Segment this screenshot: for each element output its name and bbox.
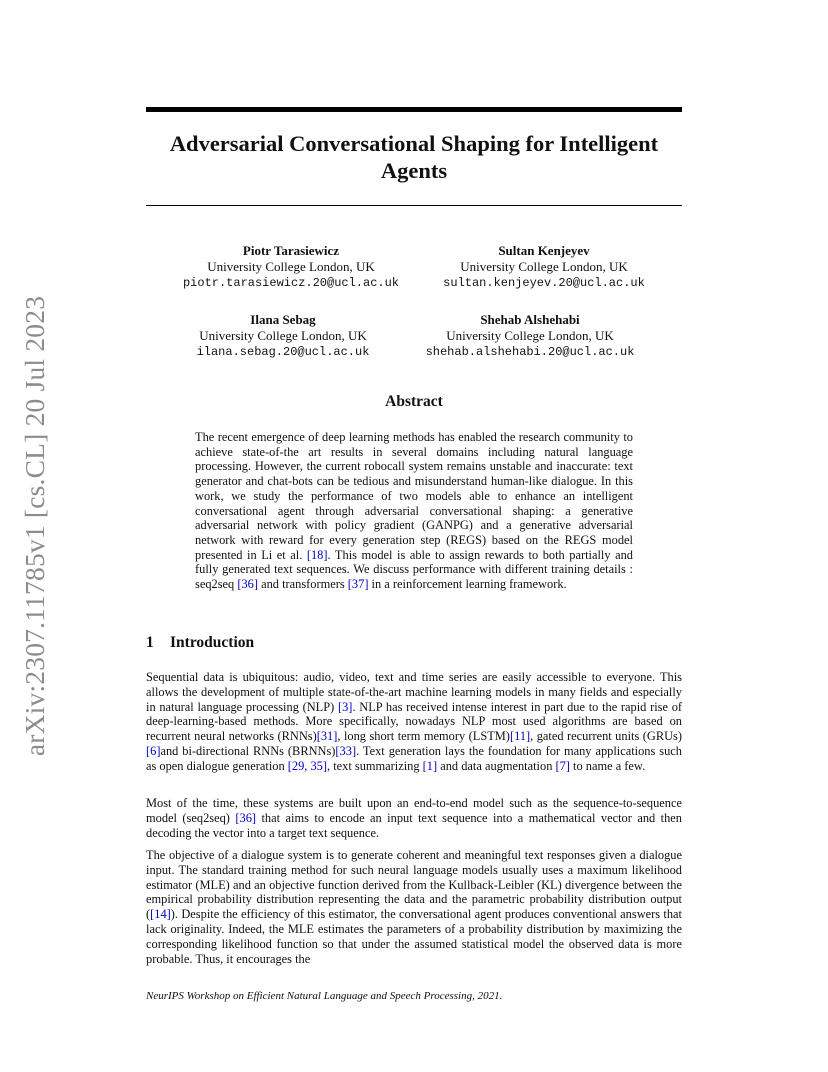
citation-link[interactable]: [18] <box>306 547 328 562</box>
author-email: ilana.sebag.20@ucl.ac.uk <box>196 345 370 359</box>
arxiv-identifier: arXiv:2307.11785v1 [cs.CL] 20 Jul 2023 <box>19 295 51 757</box>
title-bottom-rule <box>146 205 682 206</box>
author-affiliation: University College London, UK <box>199 328 367 343</box>
section-heading <box>146 634 254 652</box>
author-name: Sultan Kenjeyev <box>498 243 590 258</box>
author-block <box>419 243 669 291</box>
author-block <box>166 243 416 291</box>
author-email: piotr.tarasiewicz.20@ucl.ac.uk <box>182 276 400 290</box>
author-affiliation: University College London, UK <box>446 328 614 343</box>
citation-link[interactable]: [11] <box>509 729 531 744</box>
author-affiliation: University College London, UK <box>207 259 375 274</box>
arxiv-side-stamp <box>18 296 52 756</box>
citation-link[interactable]: [29, 35] <box>287 758 327 773</box>
author-affiliation: University College London, UK <box>460 259 628 274</box>
author-email: shehab.alshehabi.20@ucl.ac.uk <box>425 345 635 359</box>
citation-link[interactable]: [6] <box>146 743 161 758</box>
abstract-body: The recent emergence of deep learning methods has enabled the research community to achieve state-of-the art results in several domains including natural language processing. However, the current robocall system remains unstable and inaccurate: text generator and chat-bots can be tedious and misunderstand human-like dialogue. In this work, we study the performance of two models able to enhance an intelligent conversational agent through adversarial conversational shaping: a generative adversarial network with policy gradient (GANPG) and a generative adversarial network with reward for every generation step (REGS) based on the REGS model presented in Li et al. [18]. This model is able to assign rewards to both partially and fully generated text sequences. We discuss performance with different training details : seq2seq [36] and transformers [37] in a reinforcement learning framework. <box>195 430 633 592</box>
citation-link[interactable]: [36] <box>237 577 258 592</box>
citation-link[interactable]: [37] <box>347 577 369 592</box>
venue-footnote: NeurIPS Workshop on Efficient Natural Language and Speech Processing, 2021. <box>146 990 503 1002</box>
abstract-heading: Abstract <box>385 393 443 410</box>
citation-link[interactable]: [7] <box>555 758 570 773</box>
author-email: sultan.kenjeyev.20@ucl.ac.uk <box>443 276 645 290</box>
citation-link[interactable]: [33] <box>335 743 357 758</box>
author-block <box>158 312 408 360</box>
intro-paragraph-2: Most of the time, these systems are built upon an end-to-end model such as the sequence-to-sequence model (seq2seq) [36] that aims to encode an input text sequence into a mathematical vector and then decoding the vector into a target text sequence. <box>146 796 682 840</box>
title-top-rule <box>146 107 682 112</box>
citation-link[interactable]: [31] <box>316 729 338 744</box>
citation-link[interactable]: [36] <box>235 810 257 825</box>
author-name: Piotr Tarasiewicz <box>242 243 340 258</box>
author-name: Shehab Alshehabi <box>480 312 580 327</box>
section-title: Introduction <box>170 634 255 651</box>
intro-paragraph-3: The objective of a dialogue system is to generate coherent and meaningful text responses given a dialogue input. The standard training method for such neural language models usually uses a maximum likelihood estimator (MLE) and an objective function derived from the Kullback-Leibler (KL) divergence between the empirical probability distribution representing the data and the parametric probability distribution output ([14]). Despite the efficiency of this estimator, the conversational agent produces conventional answers that lack originality. Indeed, the MLE estimates the parameters of a probability distribution by maximizing the corresponding likelihood function so that under the assumed statistical model the observed data is more probable. Thus, it encourages the <box>146 848 682 966</box>
citation-link[interactable]: [1] <box>422 758 438 773</box>
section-number: 1 <box>146 634 154 651</box>
author-name: Ilana Sebag <box>250 312 316 327</box>
intro-paragraph-1: Sequential data is ubiquitous: audio, video, text and time series are easily accessible to everyone. This allows the development of multiple state-of-the-art machine learning models in many fields and especially in natural language processing (NLP) [3]. NLP has received intense interest in part due to the rapid rise of deep-learning-based methods. More specifically, nowadays NLP most used algorithms are based on recurrent neural networks (RNNs)[31], long short term memory (LSTM)[11], gated recurrent units (GRUs) [6]and bi-directional RNNs (BRNNs)[33]. Text generation lays the foundation for many applications such as open dialogue generation [29, 35], text summarizing [1] and data augmentation [7] to name a few. <box>146 670 683 773</box>
author-block <box>405 312 655 360</box>
paper-title: Adversarial Conversational Shaping for Intelligent Agents <box>169 131 659 183</box>
citation-link[interactable]: [3] <box>337 699 353 714</box>
citation-link[interactable]: [14] <box>150 907 171 922</box>
